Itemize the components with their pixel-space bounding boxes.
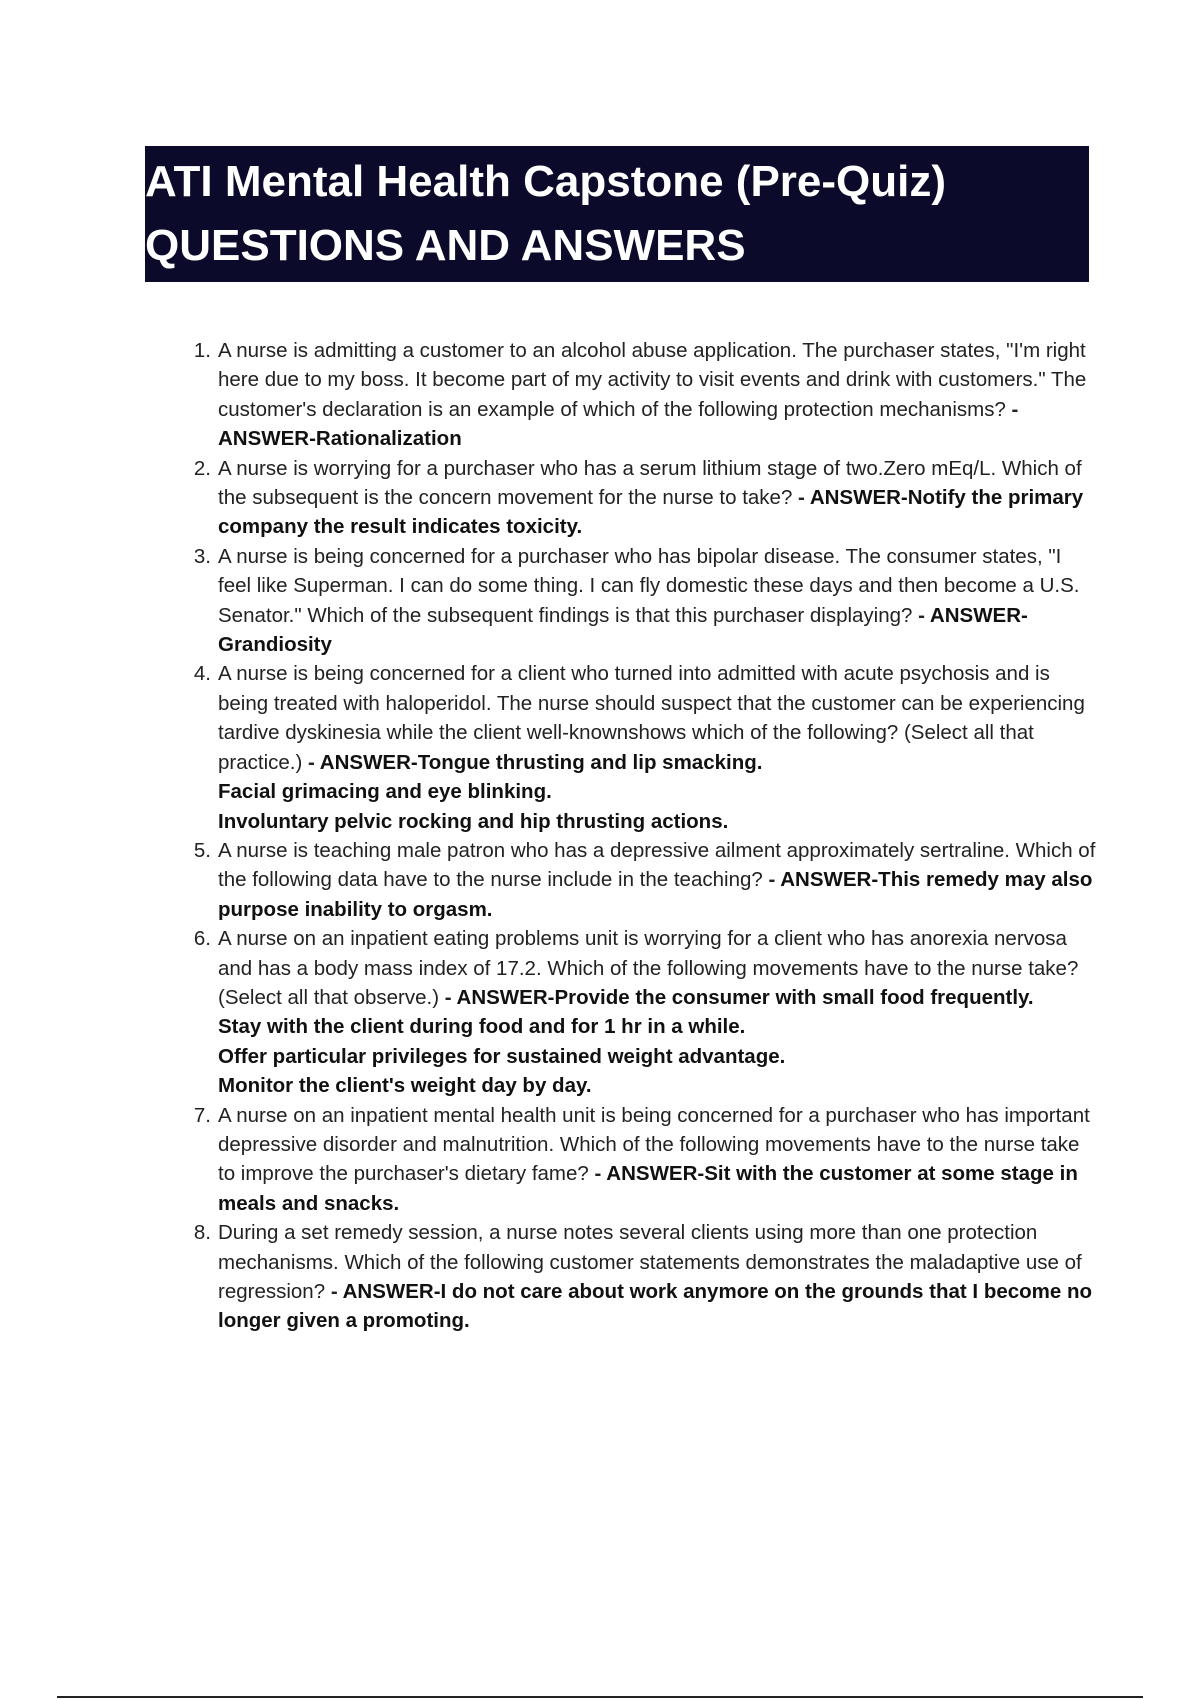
answer-text: ANSWER-This remedy may also purpose inability to orgasm. bbox=[218, 868, 1093, 921]
question-text: A nurse is being concerned for a client who turned into admitted with acute psychosis and is being treated with haloperidol. The nurse should suspect that the customer can be experiencing tardive dyskinesia while the client well-knownshows which of the following? (Select all that practice.) bbox=[218, 662, 1085, 774]
answer-separator: - bbox=[439, 985, 457, 1009]
footer-divider bbox=[57, 1696, 1143, 1698]
question-number: 8. bbox=[193, 1221, 211, 1245]
question-text: A nurse is being concerned for a purchaser who has bipolar disease. The consumer states, "I feel like Superman. I can do some thing. I can fly domestic these days and then become a U.S. Senator." Which of the subsequent findings is that this purchaser displaying? bbox=[218, 544, 1080, 627]
question-item bbox=[193, 454, 1098, 542]
question-number: 2. bbox=[193, 456, 211, 480]
question-text: A nurse is worrying for a purchaser who has a serum lithium stage of two.Zero mEq/L. Which of the subsequent is the concern movement for the nurse to take? bbox=[218, 456, 1082, 510]
question-text: A nurse is teaching male patron who has a depressive ailment approximately sertraline. Which of the following data have to the nurse include in the teaching? bbox=[218, 838, 1096, 892]
answer-separator: - bbox=[588, 1162, 607, 1186]
answer-additional-line: Involuntary pelvic rocking and hip thrusting actions. bbox=[218, 809, 729, 833]
document-title-banner bbox=[145, 146, 1089, 282]
answer-additional-line: Monitor the client's weight day by day. bbox=[218, 1074, 592, 1098]
document-title-line-1: ATI Mental Health Capstone (Pre-Quiz) bbox=[145, 157, 947, 206]
answer-text: ANSWER-I do not care about work anymore on the grounds that I become no longer given a promoting. bbox=[218, 1280, 1093, 1333]
question-number: 3. bbox=[193, 544, 211, 568]
answer-text: ANSWER-Sit with the customer at some stage in meals and snacks. bbox=[218, 1162, 1078, 1215]
answer-separator: - bbox=[1005, 397, 1019, 421]
question-number: 6. bbox=[193, 927, 211, 951]
question-number: 7. bbox=[193, 1103, 211, 1127]
answer-text: ANSWER-Rationalization bbox=[218, 427, 462, 451]
answer-text: ANSWER-Tongue thrusting and lip smacking. bbox=[319, 750, 763, 774]
answer-separator: - bbox=[325, 1280, 343, 1303]
question-item bbox=[193, 542, 1098, 660]
question-text: A nurse is admitting a customer to an alcohol abuse application. The purchaser states, "I'm right here due to my boss. It become part of my activity to visit events and drink with customers." The customer's declaration is an example of which of the following protection mechanisms? bbox=[218, 339, 1087, 421]
question-item bbox=[193, 836, 1098, 924]
question-text: During a set remedy session, a nurse notes several clients using more than one protection mechanisms. Which of the following customer statements demonstrates the maladaptive use of regression? bbox=[218, 1221, 1082, 1303]
answer-separator: - bbox=[912, 603, 930, 627]
question-item bbox=[193, 1218, 1098, 1336]
answer-additional-line: Offer particular privileges for sustained weight advantage. bbox=[218, 1044, 786, 1068]
question-number: 5. bbox=[193, 838, 211, 862]
question-item bbox=[193, 659, 1098, 835]
answer-text: ANSWER-Provide the consumer with small food frequently. bbox=[456, 985, 1034, 1009]
question-answer-list bbox=[193, 336, 1098, 1336]
question-text: A nurse on an inpatient eating problems unit is worrying for a client who has anorexia nervosa and has a body mass index of 17.2. Which of the following movements have to the nurse take? (Select all that observe.) bbox=[218, 927, 1079, 1009]
answer-text: ANSWER-Grandiosity bbox=[218, 603, 1028, 657]
answer-separator: - bbox=[792, 486, 810, 510]
question-item bbox=[193, 336, 1098, 454]
answer-additional-line: Facial grimacing and eye blinking. bbox=[218, 780, 552, 804]
answer-text: ANSWER-Notify the primary company the result indicates toxicity. bbox=[218, 486, 1084, 539]
question-item bbox=[193, 1101, 1098, 1219]
answer-additional-line: Stay with the client during food and for 1 hr in a while. bbox=[218, 1015, 746, 1039]
question-text: A nurse on an inpatient mental health unit is being concerned for a purchaser who has important depressive disorder and malnutrition. Which of the following movements have to the nurse take to improve the purchaser's dietary fame? bbox=[218, 1103, 1090, 1186]
answer-separator: - bbox=[302, 750, 320, 774]
question-number: 4. bbox=[193, 662, 211, 686]
question-number: 1. bbox=[193, 339, 211, 362]
question-item bbox=[193, 924, 1098, 1100]
answer-separator: - bbox=[762, 868, 781, 892]
document-title-line-2: QUESTIONS AND ANSWERS bbox=[145, 221, 746, 270]
